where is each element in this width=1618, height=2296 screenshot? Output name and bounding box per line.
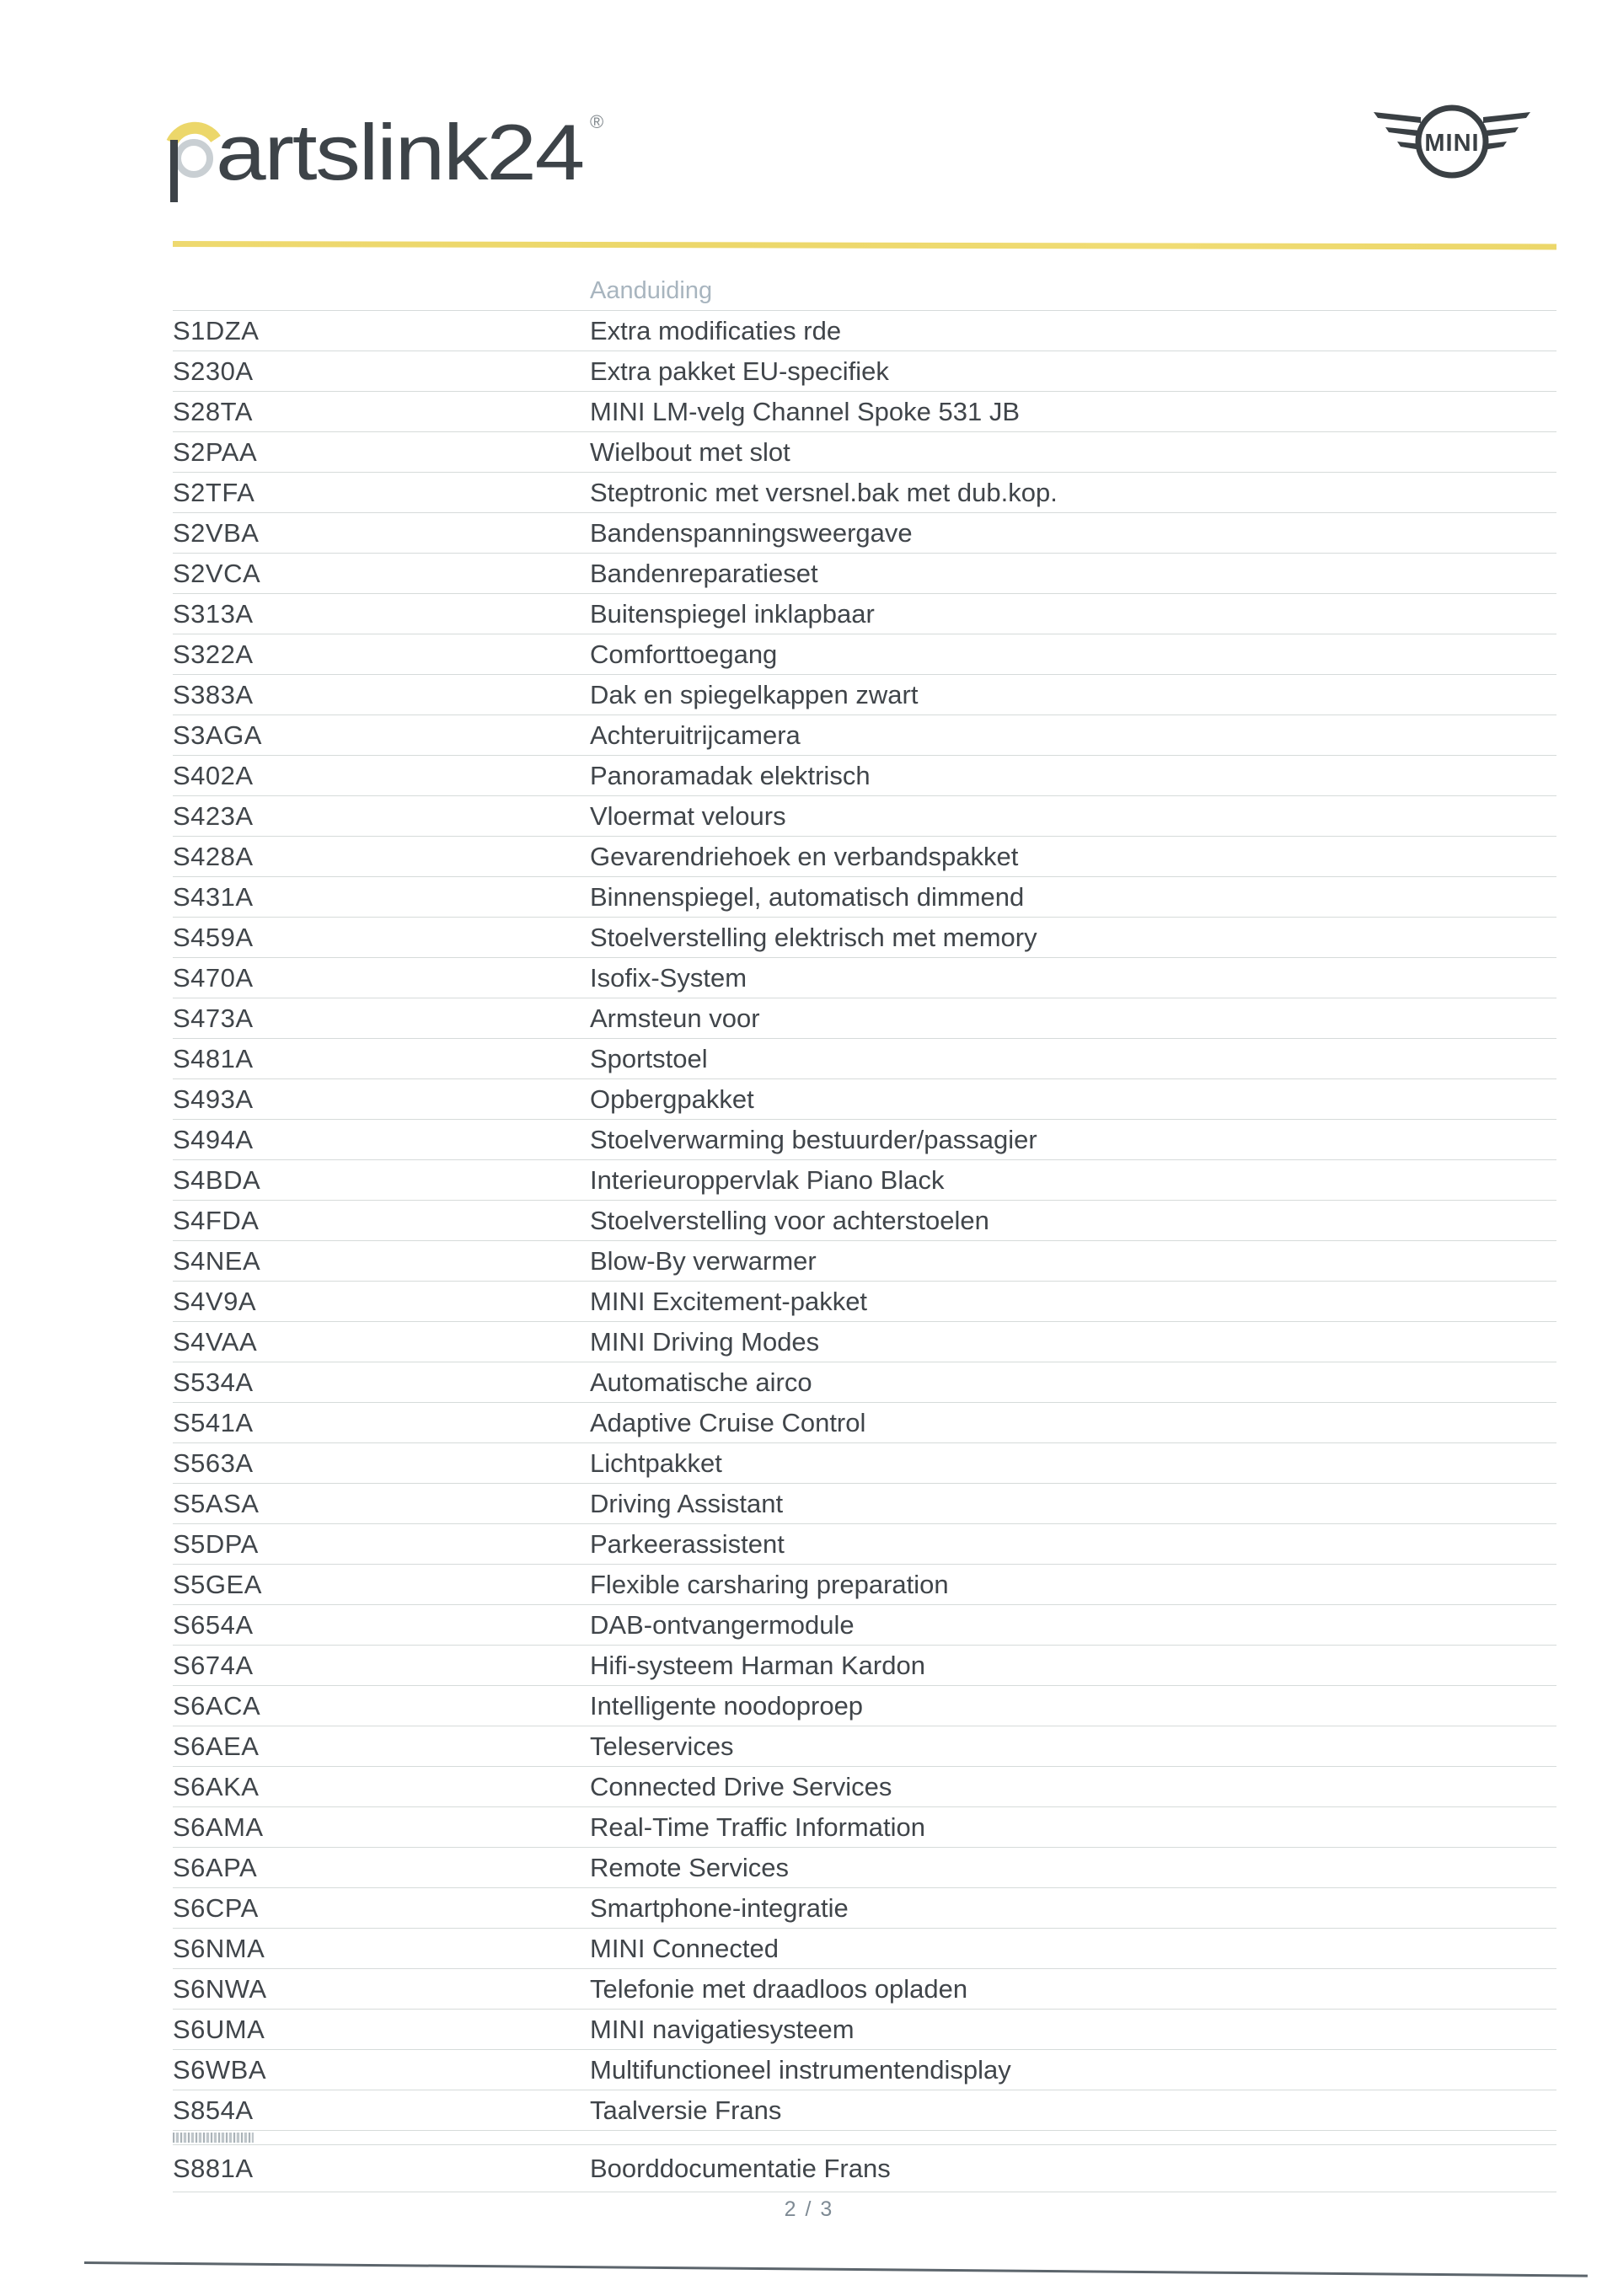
table-row xyxy=(173,1888,1556,1929)
option-code-cell: S534A xyxy=(173,1367,254,1397)
table-row xyxy=(173,1241,1556,1282)
option-description-cell: Intelligente noodoproep xyxy=(590,1690,864,1721)
option-code-cell: S494A xyxy=(173,1124,254,1154)
option-code-cell: S402A xyxy=(173,760,254,790)
option-description-cell: Stoelverstelling voor achterstoelen xyxy=(590,1205,989,1235)
option-description-cell: Buitenspiegel inklapbaar xyxy=(590,598,875,629)
option-code-cell: S4NEA xyxy=(173,1245,261,1276)
table-row xyxy=(173,756,1556,796)
table-row xyxy=(173,1160,1556,1201)
option-code-cell: S3AGA xyxy=(173,720,262,750)
scan-smudge xyxy=(173,2133,254,2143)
description-column-header: Aanduiding xyxy=(590,277,713,304)
option-code-cell: S2VCA xyxy=(173,558,261,588)
table-row xyxy=(173,351,1556,392)
partslink24-logo xyxy=(162,81,634,211)
option-description-cell: Vloermat velours xyxy=(590,800,786,831)
option-description-cell: Wielbout met slot xyxy=(590,436,790,467)
logo-p-stem xyxy=(170,140,178,202)
option-code-cell: S5ASA xyxy=(173,1488,260,1518)
option-code-cell: S428A xyxy=(173,841,254,871)
table-row xyxy=(173,1726,1556,1767)
option-code-cell: S6UMA xyxy=(173,2014,265,2044)
table-row xyxy=(173,958,1556,998)
option-description-cell: Teleservices xyxy=(590,1731,734,1761)
option-description-cell: Stoelverwarming bestuurder/passagier xyxy=(590,1124,1037,1154)
option-code-cell: S6APA xyxy=(173,1852,258,1882)
table-row xyxy=(173,1201,1556,1241)
option-description-cell: MINI Connected xyxy=(590,1933,779,1963)
option-code-cell: S423A xyxy=(173,800,254,831)
option-code-cell: S230A xyxy=(173,356,254,386)
option-description-cell: MINI Driving Modes xyxy=(590,1326,820,1357)
table-row xyxy=(173,634,1556,675)
logo-text: artslink24 xyxy=(216,108,583,196)
table-row xyxy=(173,796,1556,837)
option-description-cell: Multifunctioneel instrumentendisplay xyxy=(590,2054,1011,2085)
table-row xyxy=(173,554,1556,594)
table-row xyxy=(173,594,1556,634)
option-description-cell: DAB-ontvangermodule xyxy=(590,1609,855,1640)
option-code-cell: S6ACA xyxy=(173,1690,261,1721)
option-code-cell: S6NWA xyxy=(173,1973,267,2004)
table-row xyxy=(173,1443,1556,1484)
option-description-cell: MINI navigatiesysteem xyxy=(590,2014,855,2044)
table-row xyxy=(173,1322,1556,1362)
table-row xyxy=(173,918,1556,958)
option-code-cell: S1DZA xyxy=(173,315,260,345)
mini-logo-svg xyxy=(1372,93,1557,192)
option-description-cell: Lichtpakket xyxy=(590,1448,722,1478)
yellow-divider xyxy=(173,241,1556,249)
option-code-cell: S854A xyxy=(173,2095,254,2125)
option-code-cell: S5GEA xyxy=(173,1569,262,1599)
table-row xyxy=(173,311,1556,351)
option-code-cell: S470A xyxy=(173,962,254,993)
table-row xyxy=(173,1848,1556,1888)
table-row xyxy=(173,715,1556,756)
option-description-cell: Bandenreparatieset xyxy=(590,558,818,588)
option-code-cell: S6AMA xyxy=(173,1812,264,1842)
table-header-row xyxy=(173,274,1556,311)
option-description-cell: Sportstoel xyxy=(590,1043,708,1073)
option-code-cell: S674A xyxy=(173,1650,254,1680)
option-description-cell: Hifi-systeem Harman Kardon xyxy=(590,1650,925,1680)
option-description-cell: Blow-By verwarmer xyxy=(590,1245,817,1276)
table-row xyxy=(173,1929,1556,1969)
option-description-cell: Telefonie met draadloos opladen xyxy=(590,1973,968,2004)
option-description-cell: Armsteun voor xyxy=(590,1003,760,1033)
table-row xyxy=(173,1646,1556,1686)
option-description-cell: Panoramadak elektrisch xyxy=(590,760,871,790)
option-description-cell: Driving Assistant xyxy=(590,1488,784,1518)
table-row xyxy=(173,392,1556,432)
option-description-cell: Taalversie Frans xyxy=(590,2095,782,2125)
table-row xyxy=(173,2010,1556,2050)
option-code-cell: S6NMA xyxy=(173,1933,265,1963)
option-code-cell: S473A xyxy=(173,1003,254,1033)
table-row xyxy=(173,1120,1556,1160)
option-description-cell: Comforttoegang xyxy=(590,639,778,669)
option-description-cell: Steptronic met versnel.bak met dub.kop. xyxy=(590,477,1058,507)
table-row xyxy=(173,1403,1556,1443)
option-code-cell: S4VAA xyxy=(173,1326,258,1357)
option-description-cell: Extra modificaties rde xyxy=(590,315,842,345)
mini-logo-icon xyxy=(1372,93,1557,196)
option-code-cell: S459A xyxy=(173,922,254,952)
option-code-cell: S2TFA xyxy=(173,477,255,507)
table-row xyxy=(173,1767,1556,1807)
page-footer xyxy=(0,2197,1618,2222)
page-number: 2 / 3 xyxy=(784,2197,834,2221)
option-description-cell: Dak en spiegelkappen zwart xyxy=(590,679,919,709)
option-code-cell: S4V9A xyxy=(173,1286,257,1316)
partslink24-logo-svg xyxy=(162,81,634,207)
bottom-rule xyxy=(84,2261,1588,2277)
option-code-cell: S431A xyxy=(173,881,254,912)
table-row xyxy=(173,1969,1556,2010)
option-code-cell: S5DPA xyxy=(173,1528,259,1559)
parts-table xyxy=(173,274,1556,2192)
option-description-cell: Connected Drive Services xyxy=(590,1771,892,1801)
option-description-cell: Interieuroppervlak Piano Black xyxy=(590,1164,945,1195)
option-code-cell: S541A xyxy=(173,1407,254,1437)
table-row xyxy=(173,2090,1556,2131)
option-code-cell: S654A xyxy=(173,1609,254,1640)
option-description-cell: Adaptive Cruise Control xyxy=(590,1407,866,1437)
option-description-cell: Isofix-System xyxy=(590,962,747,993)
option-description-cell: Bandenspanningsweergave xyxy=(590,517,913,548)
option-description-cell: Automatische airco xyxy=(590,1367,812,1397)
table-row xyxy=(173,1282,1556,1322)
option-description-cell: Boorddocumentatie Frans xyxy=(590,2153,891,2183)
option-code-cell: S2VBA xyxy=(173,517,260,548)
option-description-cell: Achteruitrijcamera xyxy=(590,720,801,750)
table-row xyxy=(173,675,1556,715)
table-row xyxy=(173,1605,1556,1646)
table-row xyxy=(173,473,1556,513)
table-row xyxy=(173,1039,1556,1079)
option-description-cell: Parkeerassistent xyxy=(590,1528,785,1559)
option-description-cell: Gevarendriehoek en verbandspakket xyxy=(590,841,1019,871)
table-row xyxy=(173,1079,1556,1120)
option-code-cell: S383A xyxy=(173,679,254,709)
table-row xyxy=(173,877,1556,918)
option-code-cell: S6AEA xyxy=(173,1731,260,1761)
table-row xyxy=(173,1524,1556,1565)
table-row xyxy=(173,2050,1556,2090)
option-code-cell: S4BDA xyxy=(173,1164,261,1195)
table-row xyxy=(173,1362,1556,1403)
table-row xyxy=(173,1484,1556,1524)
option-code-cell: S6CPA xyxy=(173,1892,259,1923)
registered-mark: ® xyxy=(590,111,604,132)
option-description-cell: Flexible carsharing preparation xyxy=(590,1569,949,1599)
option-description-cell: Opbergpakket xyxy=(590,1084,754,1114)
logo-p-bowl xyxy=(178,142,210,174)
option-code-cell: S313A xyxy=(173,598,254,629)
table-row xyxy=(173,1686,1556,1726)
option-description-cell: MINI LM-velg Channel Spoke 531 JB xyxy=(590,396,1021,426)
option-description-cell: MINI Excitement-pakket xyxy=(590,1286,868,1316)
table-row xyxy=(173,1565,1556,1605)
option-code-cell: S6AKA xyxy=(173,1771,260,1801)
option-code-cell: S563A xyxy=(173,1448,254,1478)
option-description-cell: Remote Services xyxy=(590,1852,790,1882)
option-code-cell: S481A xyxy=(173,1043,254,1073)
option-code-cell: S493A xyxy=(173,1084,254,1114)
table-body xyxy=(173,311,1556,2192)
option-code-cell: S6WBA xyxy=(173,2054,267,2085)
table-row xyxy=(173,432,1556,473)
table-row xyxy=(173,837,1556,877)
table-row xyxy=(173,513,1556,554)
option-code-cell: S322A xyxy=(173,639,254,669)
option-code-cell: S28TA xyxy=(173,396,253,426)
option-description-cell: Binnenspiegel, automatisch dimmend xyxy=(590,881,1025,912)
option-code-cell: S881A xyxy=(173,2153,254,2183)
option-code-cell: S2PAA xyxy=(173,436,258,467)
option-description-cell: Stoelverstelling elektrisch met memory xyxy=(590,922,1037,952)
table-row xyxy=(173,998,1556,1039)
option-description-cell: Extra pakket EU-specifiek xyxy=(590,356,889,386)
mini-logo-label: MINI xyxy=(1424,130,1480,157)
table-row xyxy=(173,1807,1556,1848)
option-code-cell: S4FDA xyxy=(173,1205,260,1235)
option-description-cell: Smartphone-integratie xyxy=(590,1892,849,1923)
option-description-cell: Real-Time Traffic Information xyxy=(590,1812,925,1842)
scan-artifact-row xyxy=(173,2131,1556,2145)
table-row xyxy=(173,2145,1556,2192)
